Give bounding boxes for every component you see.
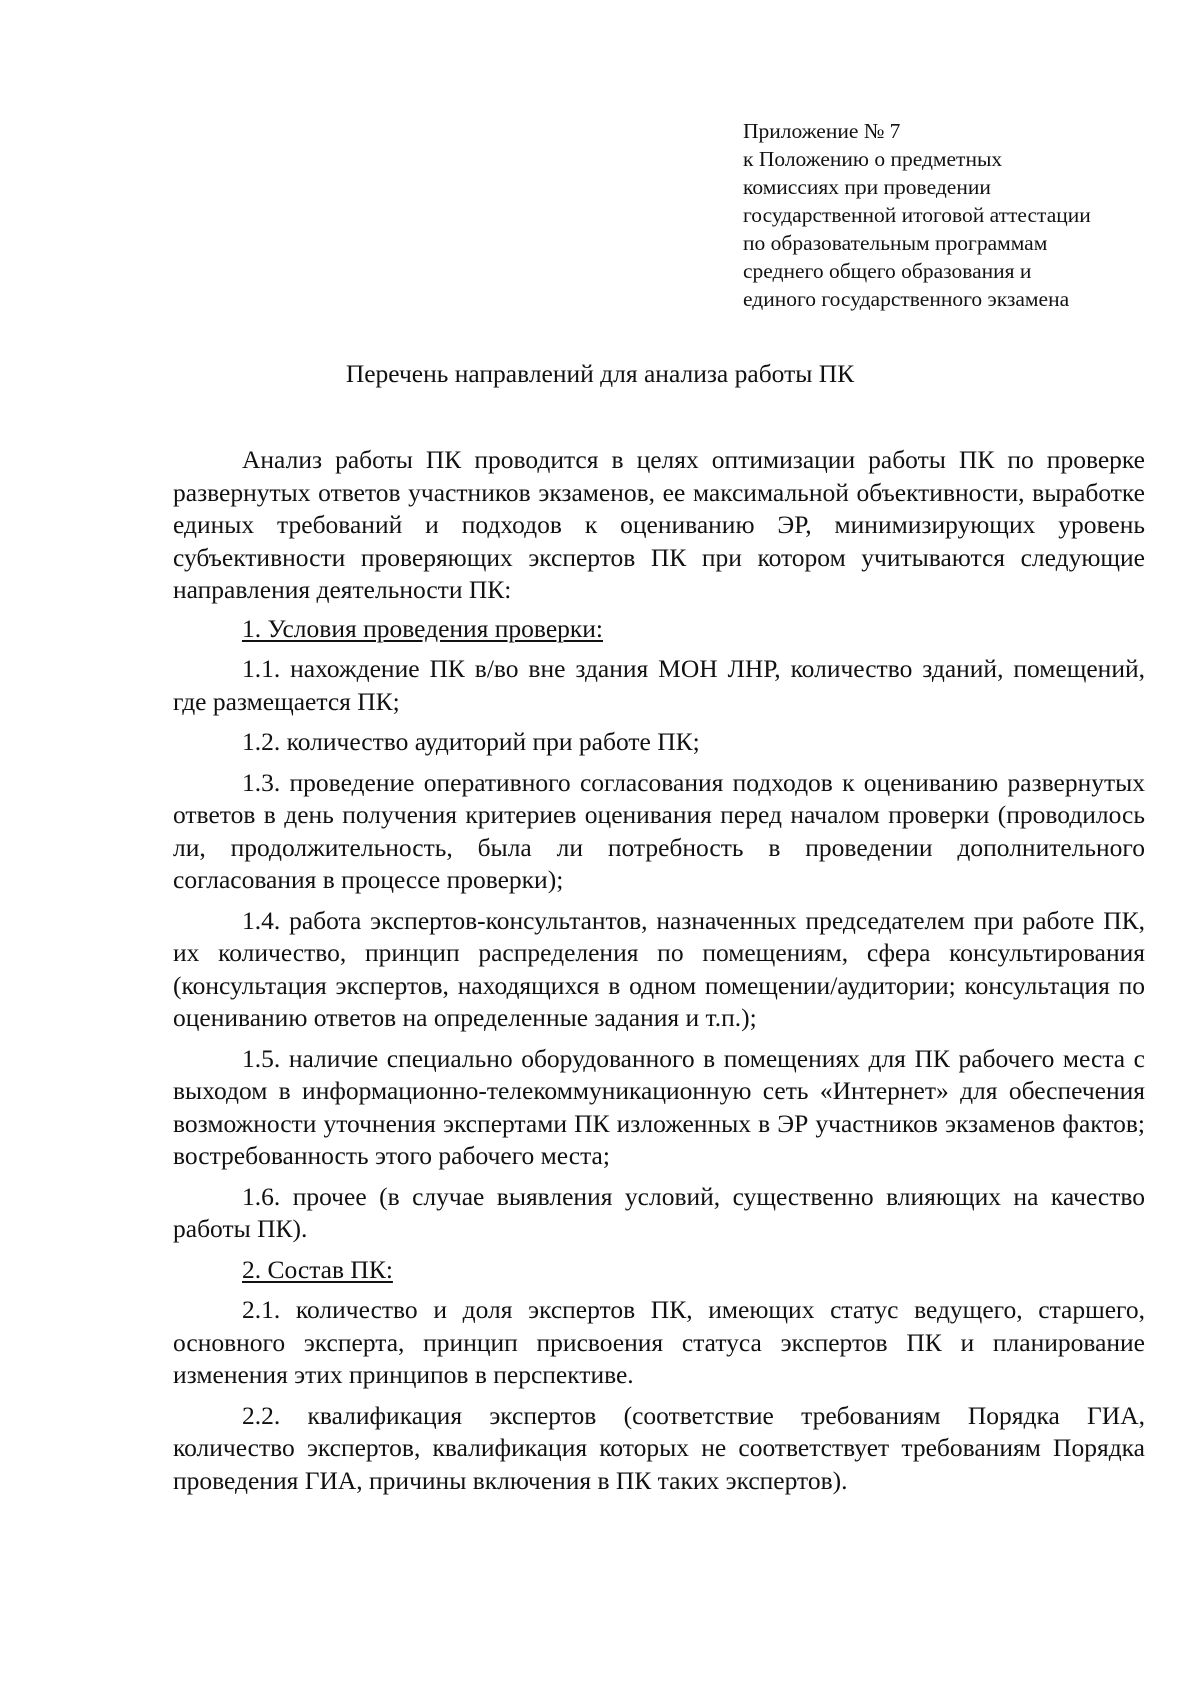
document-body bbox=[173, 444, 1145, 1505]
list-item: 1.1. нахождение ПК в/во вне здания МОН ЛНР, количество зданий, помещений, где размещается ПК; bbox=[173, 654, 1145, 716]
list-item: 1.2. количество аудиторий при работе ПК; bbox=[242, 727, 700, 756]
list-item: 2.1. количество и доля экспертов ПК, имеющих статус ведущего, старшего, основного эксперта, принцип присвоения статуса экспертов ПК и планирование изменения этих принципов в перспективе. bbox=[173, 1295, 1145, 1389]
section-heading-text: 2. Состав ПК: bbox=[242, 1254, 393, 1284]
appendix-line: государственной итоговой аттестации bbox=[743, 203, 1091, 227]
section-heading bbox=[173, 1254, 1145, 1287]
appendix-line: комиссиях при проведении bbox=[743, 175, 991, 199]
appendix-line: к Положению о предметных bbox=[743, 147, 1003, 171]
list-item: 1.5. наличие специально оборудованного в помещениях для ПК рабочего места с выходом в информационно-телекоммуникационную сеть «Интернет» для обеспечения возможности уточнения экспертами ПК изложенных в ЭР участников экзаменов фактов; востребованность этого рабочего места; bbox=[173, 1043, 1145, 1170]
list-item: 1.3. проведение оперативного согласования подходов к оцениванию развернутых ответов в день получения критериев оценивания перед началом проверки (проводилось ли, продолжительность, была ли потребность в проведении дополнительного согласования в процессе проверки); bbox=[173, 767, 1145, 894]
appendix-line: единого государственного экзамена bbox=[743, 287, 1070, 311]
appendix-line: Приложение № 7 bbox=[743, 119, 901, 143]
section-heading bbox=[173, 613, 1145, 646]
appendix-header bbox=[743, 117, 1163, 313]
appendix-line: по образовательным программам bbox=[743, 231, 1048, 255]
list-item: 1.4. работа экспертов-консультантов, назначенных председателем при работе ПК, их количество, принцип распределения по помещениям, сфера консультирования (консультация экспертов, находящихся в одном помещении/аудитории; консультация по оцениванию ответов на определенные задания и т.п.); bbox=[173, 905, 1145, 1032]
list-item: 1.6. прочее (в случае выявления условий, существенно влияющих на качество работы ПК). bbox=[173, 1181, 1145, 1243]
document-title: Перечень направлений для анализа работы ПК bbox=[345, 359, 855, 388]
section-heading-text: 1. Условия проведения проверки: bbox=[242, 613, 604, 643]
list-item: 2.2. квалификация экспертов (соответствие требованиям Порядка ГИА, количество экспертов, квалификация которых не соответствует требованиям Порядка проведения ГИА, причины включения в ПК таких экспертов). bbox=[173, 1400, 1145, 1495]
appendix-line: среднего общего образования и bbox=[743, 259, 1032, 283]
intro-paragraph: Анализ работы ПК проводится в целях оптимизации работы ПК по проверке развернутых ответов участников экзаменов, ее максимальной объективности, выработке единых требований и подходов к оцениванию ЭР, минимизирующих уровень субъективности проверяющих экспертов ПК при котором учитываются следующие направления деятельности ПК: bbox=[173, 445, 1145, 604]
